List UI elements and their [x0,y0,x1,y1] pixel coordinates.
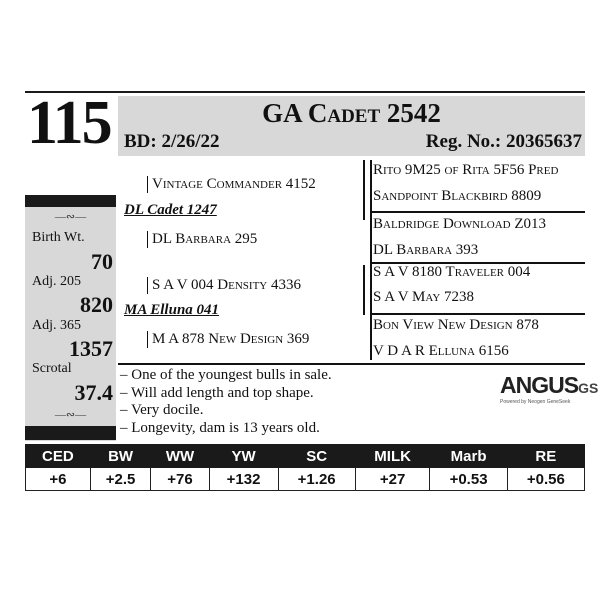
epd-value: +1.26 [278,468,355,491]
grandparent-7: Bon View New Design 878 [373,317,539,333]
grandparent-divider [370,313,585,315]
sire-sire: Vintage Commander 4152 [147,176,316,193]
epd-value: +6 [26,468,91,491]
grandparent-6: S A V May 7238 [373,289,475,305]
grandparent-2: Sandpoint Blackbird 8809 [373,188,542,204]
birth-weight-label: Birth Wt. [32,230,85,245]
ornament-icon: —∾— [54,211,87,223]
dam-connector [363,265,365,315]
note-item: – Will add length and top shape. [120,384,314,401]
grandparent-3: Baldridge Download Z013 [373,216,547,232]
birth-date: BD: 2/26/22 [124,131,220,152]
birth-weight-value: 70 [91,249,113,274]
dam-dam: M A 878 New Design 369 [147,331,309,348]
epd-header: YW [209,445,278,468]
epd-value: +0.56 [507,468,584,491]
grandparent-8: V D A R Elluna 6156 [373,343,509,359]
grandparent-connector [370,160,372,360]
grandparent-1: Rito 9M25 of Rita 5F56 Pred [373,162,559,178]
logo-tagline: Powered by Neogen GeneSeek [500,399,571,405]
epd-header: RE [507,445,584,468]
lot-number: 115 [27,89,111,157]
angus-gs-logo: ANGUSGS Powered by Neogen GeneSeek [500,372,599,405]
epd-value: +0.53 [430,468,507,491]
epd-header: MILK [355,445,430,468]
epd-value: +132 [209,468,278,491]
epd-value: +2.5 [90,468,151,491]
adj205-value: 820 [80,292,113,317]
note-item: – One of the youngest bulls in sale. [120,367,332,383]
notes-divider [118,363,585,365]
animal-name: GA Cadet 2542 [262,98,441,128]
note-item: – Longevity, dam is 13 years old. [120,419,320,436]
epd-header: WW [151,445,209,468]
stats-bottom-bar [25,426,116,440]
dam-sire: S A V 004 Density 4336 [147,277,301,294]
grandparent-4: DL Barbara 393 [373,242,479,258]
epd-table [25,444,585,491]
scrotal-value: 37.4 [74,380,113,405]
grandparent-5: S A V 8180 Traveler 004 [373,264,531,280]
adj205-label: Adj. 205 [32,274,81,289]
stats-top-bar [25,195,116,207]
epd-value-row [26,468,585,491]
epd-header: Marb [430,445,507,468]
notes-list [120,367,332,437]
sire-dam: DL Barbara 295 [147,231,257,248]
adj365-value: 1357 [69,336,113,361]
sire-connector [363,160,365,220]
epd-header: BW [90,445,151,468]
epd-header: SC [278,445,355,468]
note-item: – Very docile. [120,402,204,418]
adj365-label: Adj. 365 [32,318,81,333]
registration-number: Reg. No.: 20365637 [425,131,582,152]
epd-header-row [26,445,585,468]
epd-value: +27 [355,468,430,491]
scrotal-label: Scrotal [32,361,72,376]
sire-name: DL Cadet 1247 [124,202,217,218]
epd-value: +76 [151,468,209,491]
grandparent-divider [370,211,585,213]
dam-name: MA Elluna 041 [124,302,220,318]
ornament-icon: —∾— [54,409,87,421]
epd-header: CED [26,445,91,468]
